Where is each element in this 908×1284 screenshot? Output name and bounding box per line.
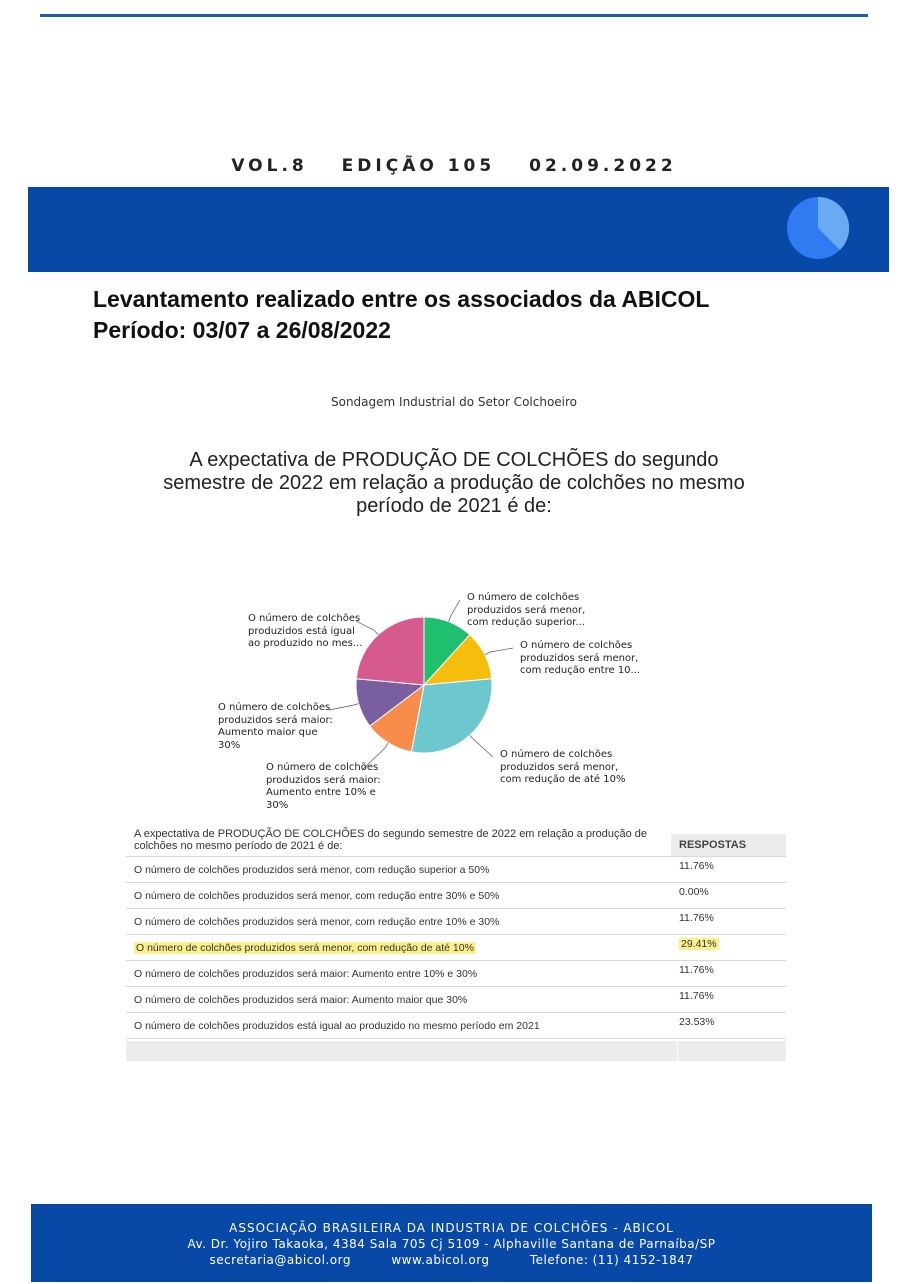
leader-line xyxy=(329,704,359,710)
row-label: O número de colchões produzidos será maior: Aumento maior que 30% xyxy=(134,994,468,1006)
slice-label-line: O número de colchões xyxy=(248,613,361,624)
pie-chart xyxy=(0,570,908,820)
leader-line xyxy=(449,600,460,622)
footer-organization: ASSOCIAÇÃO BRASILEIRA DA INDUSTRIA DE COLCHÕES - ABICOL xyxy=(229,1221,674,1235)
footer-contacts xyxy=(31,1252,872,1268)
table-header xyxy=(126,826,786,857)
slice-label xyxy=(520,640,640,678)
slice-label-line: Aumento maior que xyxy=(218,727,318,738)
row-value: 23.53% xyxy=(679,1016,715,1028)
table-row xyxy=(126,961,786,987)
survey-name: Sondagem Industrial do Setor Colchoeiro xyxy=(330,395,578,409)
row-value: 11.76% xyxy=(679,860,714,872)
table-row xyxy=(126,935,786,961)
slice-label xyxy=(266,762,381,812)
table-question: A expectativa de PRODUÇÃO DE COLCHÕES do segundo semestre de 2022 em relação a produção de colchões no mesmo período de 2021 é de: xyxy=(134,828,647,852)
pie-logo-icon xyxy=(785,195,851,261)
slice-label-line: produzidos será maior: xyxy=(266,774,381,786)
slice-label-line: O número de colchões xyxy=(266,762,379,773)
row-value: 11.76% xyxy=(679,964,714,976)
date-label: 02.09.2022 xyxy=(529,156,677,176)
row-label: O número de colchões produzidos será menor, com redução entre 10% e 30% xyxy=(134,916,500,928)
table-row xyxy=(126,1013,786,1039)
row-label: O número de colchões produzidos será menor, com redução entre 30% e 50% xyxy=(134,890,500,902)
slice-label-line: O número de colchões xyxy=(500,749,613,760)
footer-phone: Telefone: (11) 4152-1847 xyxy=(529,1253,694,1267)
pie-slice xyxy=(356,617,424,685)
footer xyxy=(31,1204,872,1282)
edition-label: EDIÇÃO 105 xyxy=(341,156,496,176)
footer-website[interactable]: www.abicol.org xyxy=(391,1253,490,1267)
slice-label-line: produzidos será menor, xyxy=(500,761,619,773)
slice-label-line: 30% xyxy=(266,799,289,811)
headline xyxy=(93,284,853,346)
slice-label-line: com redução entre 10... xyxy=(520,665,641,676)
table-row xyxy=(126,883,786,909)
table-body xyxy=(126,857,786,1039)
slice-label xyxy=(500,749,625,787)
slice-label-line: O número de colchões xyxy=(218,702,331,713)
row-label: O número de colchões produzidos será menor, com redução superior a 50% xyxy=(134,864,490,876)
slice-label xyxy=(218,702,333,752)
row-label: O número de colchões produzidos será menor, com redução de até 10% xyxy=(136,942,474,954)
headline-line-2: Período: 03/07 a 26/08/2022 xyxy=(93,317,391,343)
slice-label-line: Aumento entre 10% e xyxy=(266,787,376,798)
headline-line-1: Levantamento realizado entre os associados da ABICOL xyxy=(93,286,710,312)
row-label: O número de colchões produzidos está igual ao produzido no mesmo período em 2021 xyxy=(134,1020,540,1032)
slice-label-line: com redução superior... xyxy=(467,617,585,628)
slice-label xyxy=(467,592,585,630)
volume-label: VOL.8 xyxy=(231,156,308,176)
slice-label-line: produzidos está igual xyxy=(248,625,355,637)
footer-address: Av. Dr. Yojiro Takaoka, 4384 Sala 705 Cj 5109 - Alphaville Santana de Parnaíba/SP xyxy=(187,1237,716,1251)
edition-line xyxy=(0,156,908,176)
chart-question: A expectativa de PRODUÇÃO DE COLCHÕES do segundo semestre de 2022 em relação a produção de colchões no mesmo período de 2021 é de: xyxy=(163,449,745,517)
slice-label-line: 30% xyxy=(218,739,241,751)
header-banner xyxy=(28,187,889,272)
column-header-respostas: RESPOSTAS xyxy=(671,834,786,856)
row-value: 29.41% xyxy=(681,938,717,950)
row-value: 11.76% xyxy=(679,990,714,1002)
slice-label-line: O número de colchões xyxy=(467,592,580,603)
table-row xyxy=(126,987,786,1013)
slice-label-line: produzidos será menor, xyxy=(467,604,586,616)
table-row xyxy=(126,857,786,883)
slice-label xyxy=(248,613,362,651)
leader-line xyxy=(485,648,513,655)
slice-label-line: produzidos será menor, xyxy=(520,652,639,664)
leader-line xyxy=(470,735,493,757)
top-rule xyxy=(40,14,868,17)
row-label: O número de colchões produzidos será maior: Aumento entre 10% e 30% xyxy=(134,968,478,980)
footer-email[interactable]: secretaria@abicol.org xyxy=(209,1253,351,1267)
table-footer xyxy=(126,1041,786,1061)
slice-label-line: produzidos será maior: xyxy=(218,714,333,726)
responses-table xyxy=(126,826,786,1061)
row-value: 0.00% xyxy=(679,886,709,898)
table-row xyxy=(126,909,786,935)
slice-label-line: O número de colchões xyxy=(520,640,633,651)
slice-label-line: ao produzido no mes... xyxy=(248,638,363,649)
slice-label-line: com redução de até 10% xyxy=(500,774,626,785)
row-value: 11.76% xyxy=(679,912,714,924)
